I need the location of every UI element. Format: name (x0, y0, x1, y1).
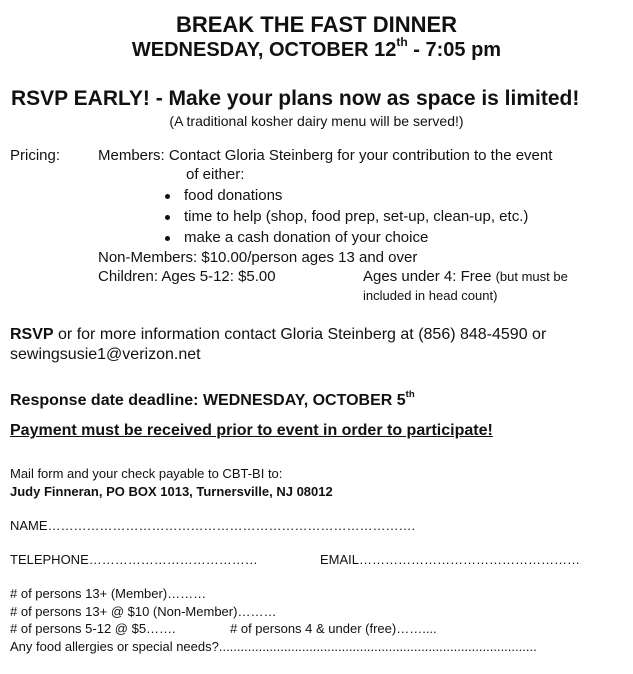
menu-note: (A traditional kosher dairy menu will be served!) (169, 113, 464, 129)
non-member-count-field[interactable]: # of persons 13+ @ $10 (Non-Member)……… (10, 604, 277, 619)
under4-count-field[interactable]: # of persons 4 & under (free)…….... (230, 621, 437, 636)
event-date-main: WEDNESDAY, OCTOBER 12 (131, 39, 397, 61)
event-title: BREAK THE FAST DINNER (175, 12, 458, 37)
email-field[interactable]: EMAIL…………………………………………… (320, 552, 581, 567)
pricing-label: Pricing: (10, 147, 61, 164)
non-members-pricing: Non-Members: $10.00/person ages 13 and over (98, 249, 418, 266)
contact-info: RSVP or for more information contact Gloria Steinberg at (856) 848-4590 or (10, 326, 547, 343)
children-pricing: Children: Ages 5-12: $5.00 (98, 268, 276, 285)
event-date-suffix: th (396, 34, 408, 49)
list-item: time to help (shop, food prep, set-up, clean-up, etc.) (165, 208, 528, 225)
bullet-icon (165, 215, 170, 220)
allergies-field[interactable]: Any food allergies or special needs?........................................................................................ (10, 639, 537, 654)
response-deadline: Response date deadline: WEDNESDAY, OCTOBER 5th (10, 388, 415, 409)
rsvp-banner: RSVP EARLY! - Make your plans now as space is limited! (11, 87, 580, 110)
under4-pricing: Ages under 4: Free (but must be (363, 268, 568, 285)
under4-note: included in head count) (363, 288, 498, 303)
list-item: make a cash donation of your choice (165, 229, 428, 246)
members-pricing-cont: of either: (186, 166, 245, 183)
list-item: food donations (165, 187, 282, 204)
contact-email[interactable]: sewingsusie1@verizon.net (10, 346, 201, 363)
name-field[interactable]: NAME…………………………………………………………………………. (10, 518, 416, 533)
telephone-field[interactable]: TELEPHONE………………………………… (10, 552, 258, 567)
bullet-icon (165, 236, 170, 241)
bullet-icon (165, 194, 170, 199)
event-date (0, 34, 633, 62)
children-count-field[interactable]: # of persons 5-12 @ $5……. (10, 621, 176, 636)
rsvp-label: RSVP (10, 326, 54, 343)
mail-instructions: Mail form and your check payable to CBT-BI to: (10, 466, 283, 481)
mail-address: Judy Finneran, PO BOX 1013, Turnersville, NJ 08012 (10, 484, 333, 499)
member-count-field[interactable]: # of persons 13+ (Member)……… (10, 586, 207, 601)
members-pricing: Members: Contact Gloria Steinberg for your contribution to the event (98, 147, 553, 164)
payment-notice: Payment must be received prior to event in order to participate! (10, 422, 493, 439)
event-time: - 7:05 pm (407, 39, 502, 61)
